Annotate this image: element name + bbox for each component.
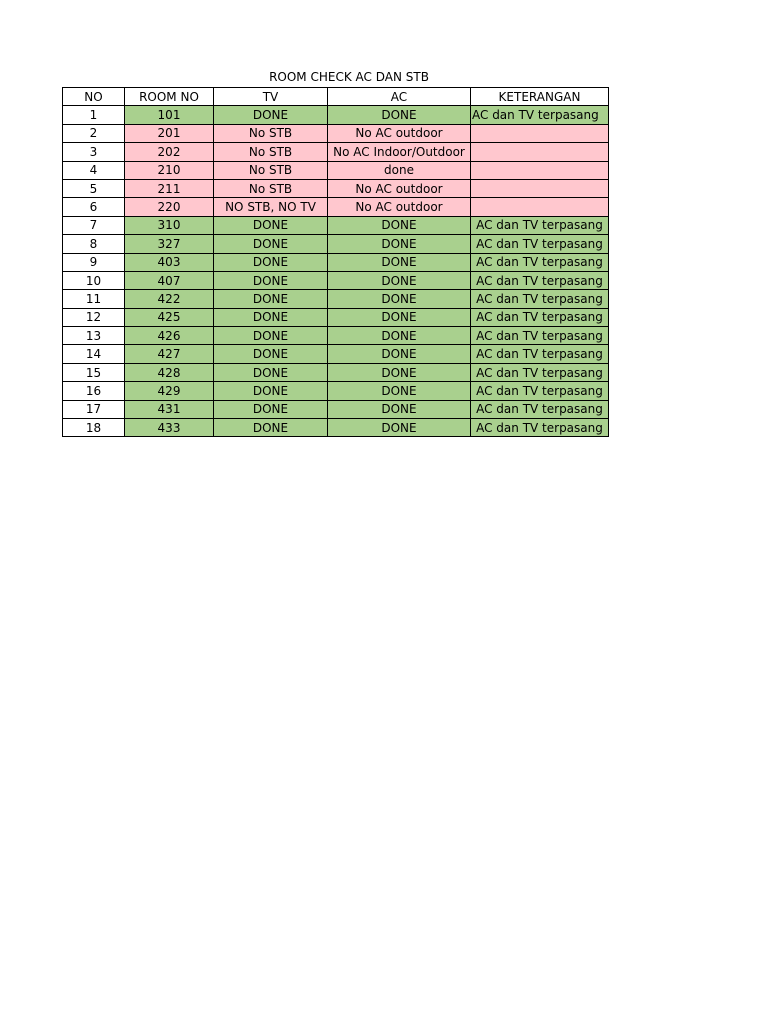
header-tv: TV (214, 88, 328, 106)
cell-keterangan (471, 198, 609, 216)
cell-keterangan (471, 124, 609, 142)
cell-tv: NO STB, NO TV (214, 198, 328, 216)
sheet-title: ROOM CHECK AC DAN STB (269, 70, 429, 84)
cell-keterangan: AC dan TV terpasang (471, 419, 609, 437)
cell-ac: DONE (328, 235, 471, 253)
header-room-no: ROOM NO (125, 88, 214, 106)
table-row (63, 363, 609, 381)
cell-ac: DONE (328, 345, 471, 363)
cell-ac: DONE (328, 327, 471, 345)
cell-keterangan (471, 161, 609, 179)
cell-room-no: 210 (125, 161, 214, 179)
cell-keterangan: AC dan TV terpasang (471, 363, 609, 381)
cell-keterangan: AC dan TV terpasang (471, 382, 609, 400)
cell-tv: DONE (214, 327, 328, 345)
cell-room-no: 202 (125, 143, 214, 161)
cell-no: 5 (63, 179, 125, 197)
cell-tv: DONE (214, 253, 328, 271)
cell-tv: No STB (214, 179, 328, 197)
cell-tv: DONE (214, 419, 328, 437)
table-row (63, 253, 609, 271)
table-row (63, 216, 609, 234)
table-row (63, 143, 609, 161)
cell-ac: DONE (328, 363, 471, 381)
cell-ac: No AC outdoor (328, 124, 471, 142)
cell-keterangan: AC dan TV terpasang (471, 253, 609, 271)
cell-keterangan: AC dan TV terpasang (471, 400, 609, 418)
cell-ac: DONE (328, 290, 471, 308)
cell-ac: No AC outdoor (328, 179, 471, 197)
cell-tv: DONE (214, 106, 328, 124)
cell-room-no: 425 (125, 308, 214, 326)
cell-no: 18 (63, 419, 125, 437)
cell-no: 9 (63, 253, 125, 271)
cell-room-no: 426 (125, 327, 214, 345)
cell-ac: DONE (328, 382, 471, 400)
cell-tv: DONE (214, 271, 328, 289)
cell-keterangan (471, 179, 609, 197)
header-no: NO (63, 88, 125, 106)
cell-keterangan: AC dan TV terpasang (471, 345, 609, 363)
table-row (63, 400, 609, 418)
cell-ac: DONE (328, 253, 471, 271)
cell-keterangan: AC dan TV terpasang (471, 235, 609, 253)
cell-tv: DONE (214, 308, 328, 326)
table-row (63, 161, 609, 179)
cell-ac: DONE (328, 216, 471, 234)
cell-no: 11 (63, 290, 125, 308)
header-row (63, 88, 609, 106)
cell-keterangan: AC dan TV terpasang (471, 106, 609, 124)
table-row (63, 179, 609, 197)
cell-room-no: 427 (125, 345, 214, 363)
cell-room-no: 429 (125, 382, 214, 400)
cell-keterangan: AC dan TV terpasang (471, 290, 609, 308)
header-keterangan: KETERANGAN (471, 88, 609, 106)
cell-no: 17 (63, 400, 125, 418)
cell-tv: DONE (214, 216, 328, 234)
table-row (63, 308, 609, 326)
cell-ac: DONE (328, 308, 471, 326)
cell-no: 16 (63, 382, 125, 400)
cell-ac: DONE (328, 400, 471, 418)
cell-no: 12 (63, 308, 125, 326)
cell-room-no: 403 (125, 253, 214, 271)
cell-no: 3 (63, 143, 125, 161)
cell-no: 2 (63, 124, 125, 142)
cell-room-no: 422 (125, 290, 214, 308)
table-row (63, 106, 609, 124)
cell-tv: DONE (214, 400, 328, 418)
table-body (63, 88, 609, 437)
table-row (63, 124, 609, 142)
cell-tv: DONE (214, 235, 328, 253)
cell-no: 1 (63, 106, 125, 124)
cell-tv: DONE (214, 290, 328, 308)
cell-tv: DONE (214, 345, 328, 363)
table-row (63, 327, 609, 345)
cell-keterangan: AC dan TV terpasang (471, 271, 609, 289)
cell-keterangan: AC dan TV terpasang (471, 216, 609, 234)
cell-room-no: 310 (125, 216, 214, 234)
cell-no: 4 (63, 161, 125, 179)
cell-tv: DONE (214, 382, 328, 400)
table-row (63, 290, 609, 308)
cell-ac: DONE (328, 271, 471, 289)
cell-no: 14 (63, 345, 125, 363)
cell-room-no: 433 (125, 419, 214, 437)
cell-no: 10 (63, 271, 125, 289)
cell-room-no: 431 (125, 400, 214, 418)
table-row (63, 271, 609, 289)
cell-room-no: 201 (125, 124, 214, 142)
cell-room-no: 220 (125, 198, 214, 216)
cell-ac: No AC outdoor (328, 198, 471, 216)
cell-tv: No STB (214, 143, 328, 161)
table-row (63, 382, 609, 400)
header-ac: AC (328, 88, 471, 106)
cell-no: 7 (63, 216, 125, 234)
table-row (63, 235, 609, 253)
cell-ac: done (328, 161, 471, 179)
cell-ac: No AC Indoor/Outdoor (328, 143, 471, 161)
cell-no: 8 (63, 235, 125, 253)
cell-room-no: 327 (125, 235, 214, 253)
cell-no: 15 (63, 363, 125, 381)
cell-no: 13 (63, 327, 125, 345)
cell-ac: DONE (328, 419, 471, 437)
room-check-table (62, 87, 609, 437)
cell-tv: No STB (214, 161, 328, 179)
table-row (63, 198, 609, 216)
table-row (63, 345, 609, 363)
cell-room-no: 101 (125, 106, 214, 124)
cell-room-no: 428 (125, 363, 214, 381)
cell-tv: No STB (214, 124, 328, 142)
cell-keterangan: AC dan TV terpasang (471, 327, 609, 345)
cell-keterangan (471, 143, 609, 161)
cell-tv: DONE (214, 363, 328, 381)
cell-room-no: 407 (125, 271, 214, 289)
table-row (63, 419, 609, 437)
room-check-sheet (62, 68, 608, 437)
cell-ac: DONE (328, 106, 471, 124)
cell-keterangan: AC dan TV terpasang (471, 308, 609, 326)
cell-no: 6 (63, 198, 125, 216)
cell-room-no: 211 (125, 179, 214, 197)
